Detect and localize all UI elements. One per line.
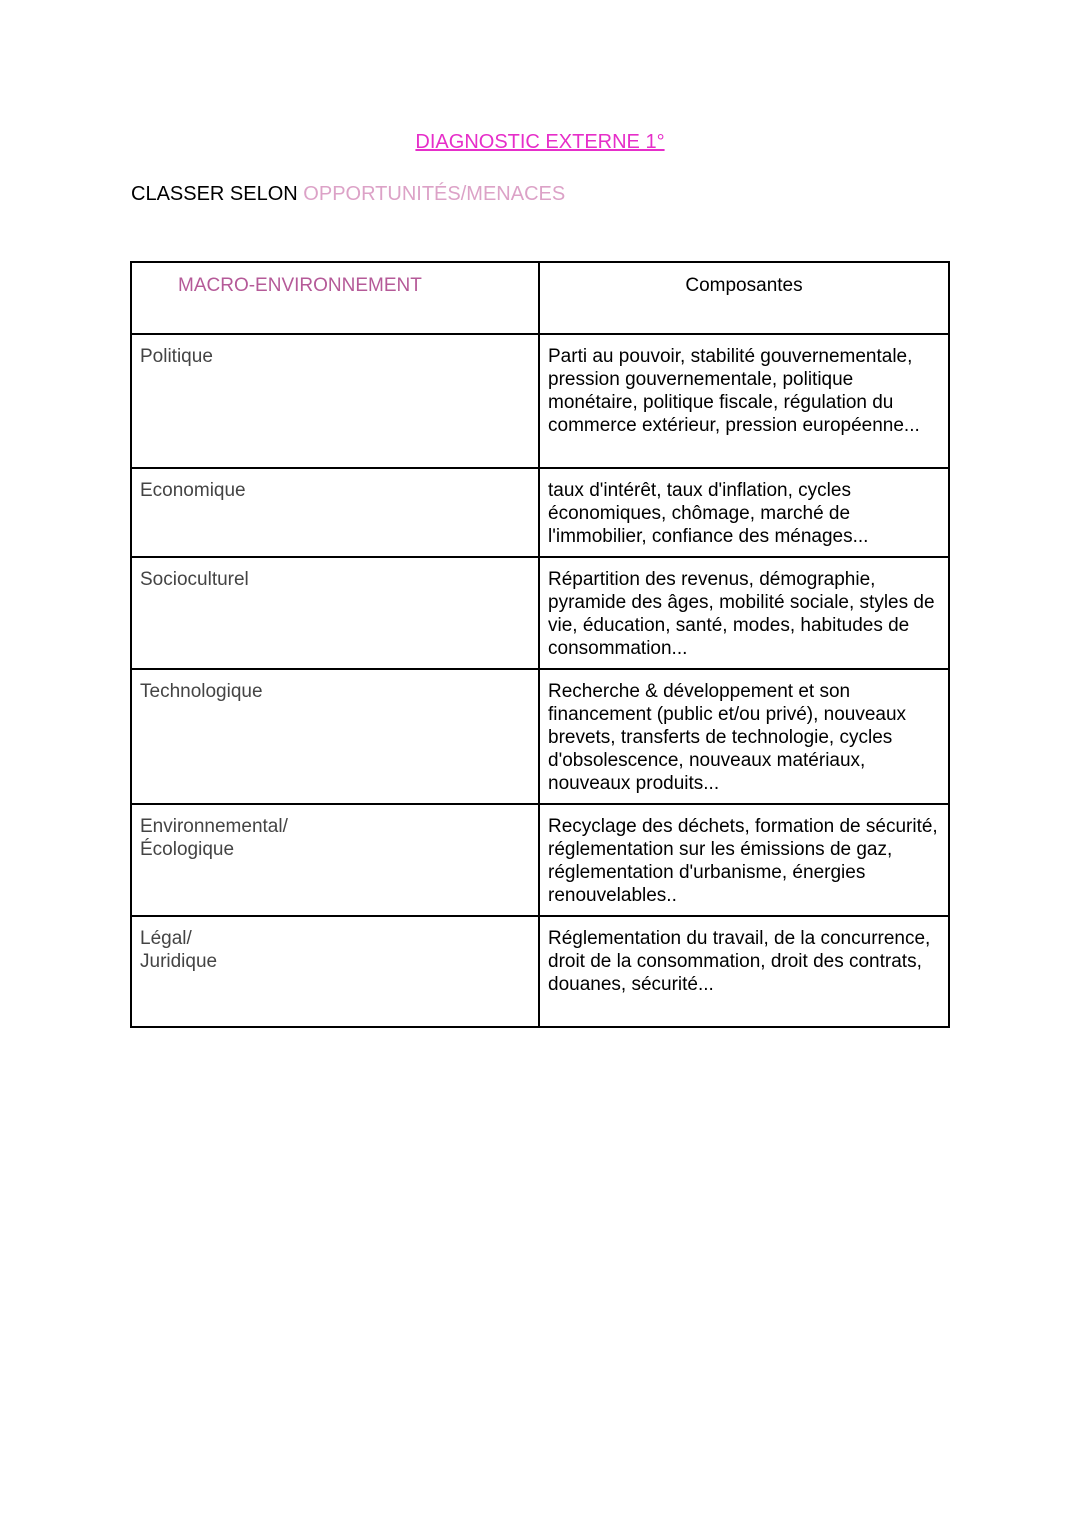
category-cell [131,557,539,669]
category-label: Politique [140,346,213,367]
components-cell: Parti au pouvoir, stabilité gouvernementale, pression gouvernementale, politique monétaire, politique fiscale, régulation du commerce extérieur, pression européenne... [539,334,949,468]
category-label-line2: Juridique [140,951,218,972]
category-label-line2: Écologique [140,839,235,860]
table-row [131,669,949,804]
document-title: DIAGNOSTIC EXTERNE 1° [415,131,665,153]
instruction-line [131,182,565,206]
category-label: Socioculturel [140,569,249,590]
table-row [131,334,949,468]
header-composantes: Composantes [539,262,949,334]
category-label: Economique [140,480,246,501]
header-macro-environnement: MACRO-ENVIRONNEMENT [131,262,539,334]
category-cell [131,916,539,1027]
components-cell: Réglementation du travail, de la concurrence, droit de la consommation, droit des contrats, douanes, sécurité... [539,916,949,1027]
components-cell: Recherche & développement et son financement (public et/ou privé), nouveaux brevets, transferts de technologie, cycles d'obsolescence, nouveaux matériaux, nouveaux produits... [539,669,949,804]
table-row [131,916,949,1027]
components-cell: taux d'intérêt, taux d'inflation, cycles économiques, chômage, marché de l'immobilier, confiance des ménages... [539,468,949,557]
category-cell [131,468,539,557]
category-cell [131,804,539,916]
instruction-prefix: CLASSER SELON [131,183,304,205]
category-label: Légal/ [140,928,192,949]
components-cell: Recyclage des déchets, formation de sécurité, réglementation sur les émissions de gaz, réglementation d'urbanisme, énergies renouvelables.. [539,804,949,916]
table-header-row [131,262,949,334]
category-cell [131,669,539,804]
table-row [131,557,949,669]
pestel-table [130,261,950,1028]
table-row [131,468,949,557]
components-cell: Répartition des revenus, démographie, pyramide des âges, mobilité sociale, styles de vie, éducation, santé, modes, habitudes de consommation... [539,557,949,669]
category-label: Technologique [140,681,263,702]
table-row [131,804,949,916]
category-cell [131,334,539,468]
instruction-highlight: OPPORTUNITÉS/MENACES [303,183,566,205]
category-label: Environnemental/ [140,816,288,837]
